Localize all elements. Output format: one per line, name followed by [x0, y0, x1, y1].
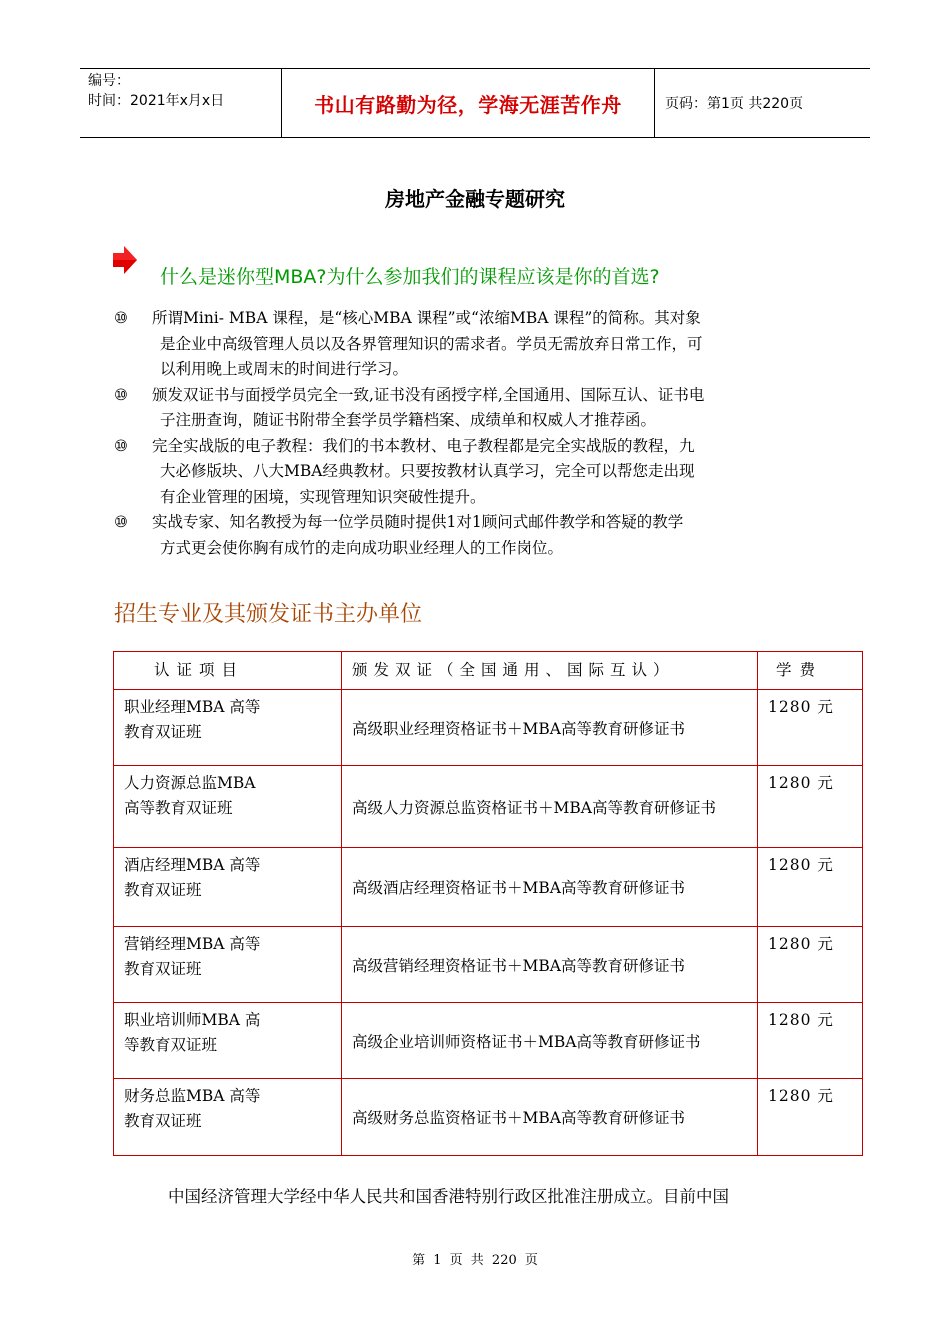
table-row [114, 1079, 863, 1156]
program-cell [114, 766, 342, 848]
program-line: 高等教育双证班 [124, 799, 233, 817]
bullet-line: 子注册查询，随证书附带全套学员学籍档案、成绩单和权威人才推荐函。 [160, 411, 657, 429]
bullet-line: 所谓Mini- MBA 课程，是“核心MBA 课程”或“浓缩MBA 课程”的简称。其对象 [152, 309, 701, 327]
list-item [112, 510, 842, 561]
bullet-line: 完全实战版的电子教程：我们的书本教材、电子教程都是完全实战版的教程，九 [152, 436, 695, 455]
bullet-line: 有企业管理的困境，实现管理知识突破性提升。 [160, 487, 486, 506]
program-line: 职业培训师MBA 高 [124, 1011, 261, 1029]
table-header-row [114, 652, 863, 690]
number-label: 编号： [88, 73, 130, 89]
header-certificate: 颁发双证（全国通用、国际互认） [342, 652, 758, 690]
bullet-mark: ⑩ [114, 436, 128, 455]
bullet-line: 大必修版块、八大MBA经典教材。只要按教材认真学习，完全可以帮您走出现 [160, 462, 695, 480]
program-line: 教育双证班 [124, 1112, 202, 1130]
section-heading: 招生专业及其颁发证书主办单位 [114, 602, 423, 627]
bullet-line: 方式更会使你胸有成竹的走向成功职业经理人的工作岗位。 [160, 538, 564, 557]
program-line: 财务总监MBA 高等 [124, 1087, 261, 1105]
program-line: 酒店经理MBA 高等 [124, 856, 261, 874]
certificate-cell: 高级酒店经理资格证书＋MBA高等教育研修证书 [342, 848, 758, 927]
certificate-cell: 高级职业经理资格证书＋MBA高等教育研修证书 [342, 690, 758, 766]
program-line: 教育双证班 [124, 960, 202, 978]
program-cell [114, 927, 342, 1003]
program-line: 教育双证班 [124, 881, 202, 899]
header-page-info: 页码：第1页 共220页 [665, 96, 804, 112]
table-row [114, 690, 863, 766]
programs-table [113, 651, 863, 1156]
header-fee: 学费 [758, 652, 863, 690]
header-program: 认证项目 [114, 652, 342, 690]
fee-cell: 1280 元 [758, 848, 863, 927]
certificate-cell: 高级财务总监资格证书＋MBA高等教育研修证书 [342, 1079, 758, 1156]
table-row [114, 927, 863, 1003]
program-line: 等教育双证班 [124, 1036, 218, 1054]
program-line: 教育双证班 [124, 723, 202, 741]
bullet-line: 是企业中高级管理人员以及各界管理知识的需求者。学员无需放弃日常工作，可 [160, 334, 703, 353]
header-meta [80, 69, 282, 137]
bullet-line: 颁发双证书与面授学员完全一致,证书没有函授字样,全国通用、国际互认、证书电 [152, 385, 705, 404]
program-cell [114, 690, 342, 766]
bullet-mark: ⑩ [114, 513, 128, 531]
page-number: 第 1 页 共 220 页 [412, 1253, 538, 1268]
program-cell [114, 1079, 342, 1156]
bullet-mark: ⑩ [114, 385, 128, 404]
table-row [114, 766, 863, 848]
question-heading: 什么是迷你型MBA?为什么参加我们的课程应该是你的首选? [160, 266, 660, 288]
certificate-cell: 高级人力资源总监资格证书＋MBA高等教育研修证书 [342, 766, 758, 848]
document-title: 房地产金融专题研究 [385, 187, 565, 211]
list-item [112, 434, 842, 511]
program-line: 职业经理MBA 高等 [124, 698, 261, 716]
table-row [114, 1003, 863, 1079]
list-item [112, 306, 842, 383]
program-line: 营销经理MBA 高等 [124, 935, 261, 953]
bullet-line: 实战专家、知名教授为每一位学员随时提供1对1顾问式邮件教学和答疑的教学 [152, 513, 684, 531]
fee-cell: 1280 元 [758, 927, 863, 1003]
program-cell [114, 1003, 342, 1079]
program-cell [114, 848, 342, 927]
bullet-list [112, 306, 842, 561]
fee-cell: 1280 元 [758, 1003, 863, 1079]
program-line: 人力资源总监MBA [124, 774, 256, 792]
list-item [112, 383, 842, 434]
table-row [114, 848, 863, 927]
header-motto: 书山有路勤为径，学海无涯苦作舟 [282, 69, 655, 137]
document-header [80, 68, 870, 138]
certificate-cell: 高级企业培训师资格证书＋MBA高等教育研修证书 [342, 1003, 758, 1079]
fee-cell: 1280 元 [758, 1079, 863, 1156]
bullet-line: 以利用晚上或周末的时间进行学习。 [160, 360, 409, 378]
red-arrow-icon [112, 245, 138, 275]
bullet-mark: ⑩ [114, 309, 128, 327]
fee-cell: 1280 元 [758, 690, 863, 766]
body-paragraph: 中国经济管理大学经中华人民共和国香港特别行政区批准注册成立。目前中国 [168, 1187, 729, 1206]
certificate-cell: 高级营销经理资格证书＋MBA高等教育研修证书 [342, 927, 758, 1003]
time-label: 时间：2021年x月x日 [88, 93, 225, 109]
fee-cell: 1280 元 [758, 766, 863, 848]
